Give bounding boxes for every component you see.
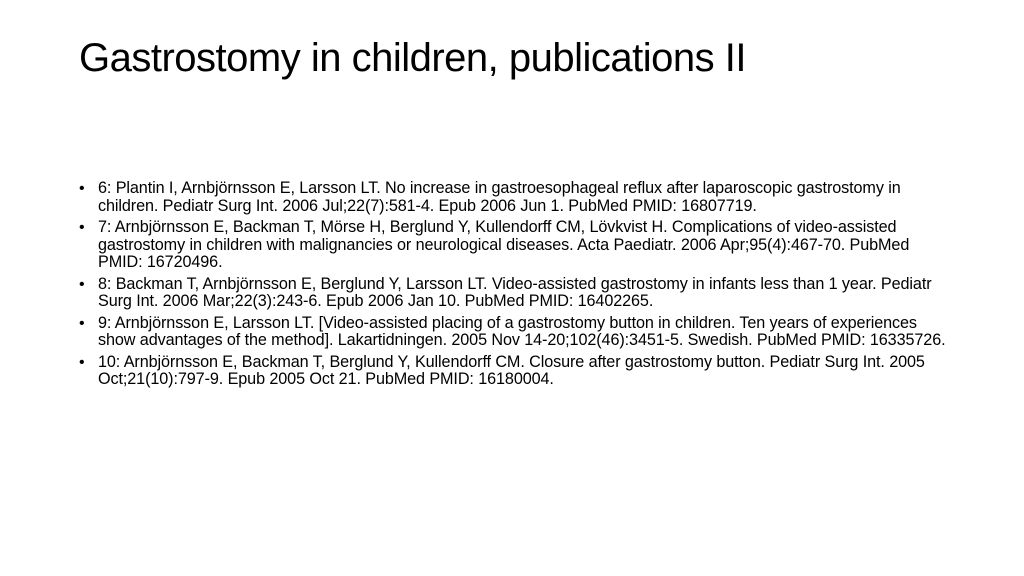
bullet-icon: • xyxy=(79,314,85,332)
reference-text: 8: Backman T, Arnbjörnsson E, Berglund Y, Larsson LT. Video-assisted gastrostomy in infants less than 1 year. Pediatr Surg Int. 2006 Mar;22(3):243-6. Epub 2006 Jan 10. PubMed PMID: 16402265. xyxy=(98,274,932,310)
bullet-icon: • xyxy=(79,219,85,236)
reference-item xyxy=(79,354,949,389)
reference-list xyxy=(79,180,949,393)
reference-text: 9: Arnbjörnsson E, Larsson LT. [Video-assisted placing of a gastrostomy button in children. Ten years of experiences show advantages of the method]. Lakartidningen. 2005 Nov 14-20;102(46):3451-5. Swedish. PubMed PMID: 16335726. xyxy=(98,313,946,349)
slide-title: Gastrostomy in children, publications II xyxy=(79,36,746,80)
bullet-icon: • xyxy=(79,180,85,197)
reference-text: 7: Arnbjörnsson E, Backman T, Mörse H, Berglund Y, Kullendorff CM, Lövkvist H. Complications of video-assisted gastrostomy in children with malignancies or neurological diseases. Acta Paediatr. 2006 Apr;95(4):467-70. PubMed PMID: 16720496. xyxy=(98,218,910,271)
bullet-icon: • xyxy=(79,275,85,293)
reference-text: 10: Arnbjörnsson E, Backman T, Berglund Y, Kullendorff CM. Closure after gastrostomy button. Pediatr Surg Int. 2005 Oct;21(10):797-9. Epub 2005 Oct 21. PubMed PMID: 16180004. xyxy=(98,352,925,388)
reference-item xyxy=(79,180,949,215)
bullet-icon: • xyxy=(79,353,85,371)
reference-item xyxy=(79,276,949,311)
reference-text: 6: Plantin I, Arnbjörnsson E, Larsson LT. No increase in gastroesophageal reflux after laparoscopic gastrostomy in children. Pediatr Surg Int. 2006 Jul;22(7):581-4. Epub 2006 Jun 1. PubMed PMID: 16807719. xyxy=(98,179,901,215)
reference-item xyxy=(79,315,949,350)
reference-item xyxy=(79,219,949,272)
